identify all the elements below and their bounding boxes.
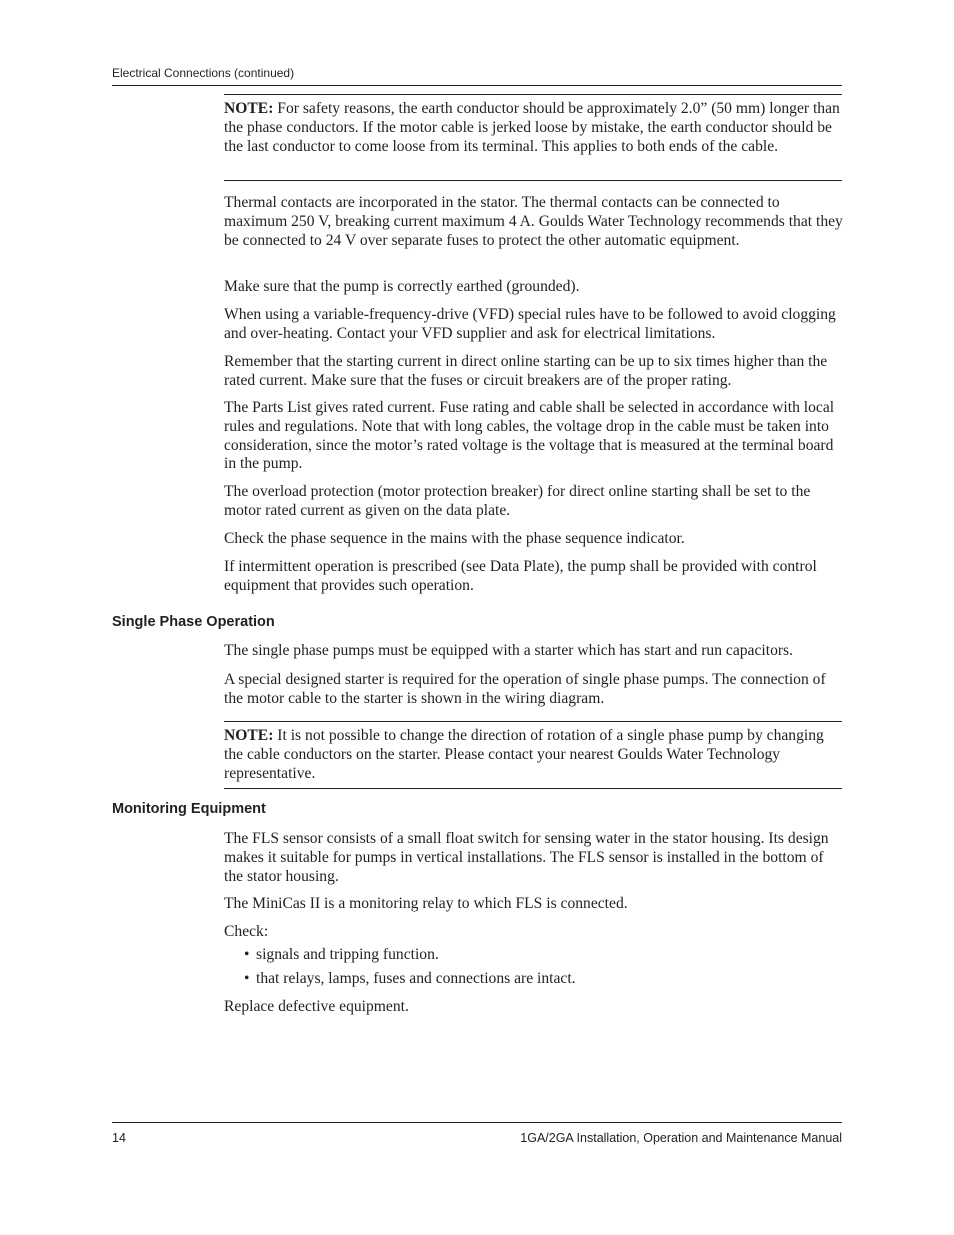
page-number: 14 (112, 1131, 126, 1145)
paragraph: Remember that the starting current in direct online starting can be up to six times higher than the rated current. Make sure that the fuses or circuit breakers are of the proper rating. (224, 353, 828, 389)
paragraph: Check: (224, 923, 269, 940)
note-label: NOTE: (224, 727, 274, 744)
note-text: It is not possible to change the direction of rotation of a single phase pump by changing the cable conductors on the starter. Please contact your nearest Goulds Water Technology representative. (224, 727, 824, 782)
note-bottom-rule (224, 180, 842, 181)
footer-rule (112, 1122, 842, 1123)
paragraph: Replace defective equipment. (224, 998, 409, 1015)
paragraph: A special designed starter is required for the operation of single phase pumps. The connection of the motor cable to the starter is shown in the wiring diagram. (224, 671, 826, 707)
paragraph: The overload protection (motor protection breaker) for direct online starting shall be set to the motor rated current as given on the data plate. (224, 483, 811, 519)
note-single-phase (224, 727, 844, 783)
header-rule (112, 85, 842, 86)
paragraph: The FLS sensor consists of a small float switch for sensing water in the stator housing. Its design makes it suitable for pumps in vertical installations. The FLS sensor is installed in the bottom of the stator housing. (224, 830, 829, 885)
note-top-rule (224, 721, 842, 722)
paragraph: Check the phase sequence in the mains with the phase sequence indicator. (224, 530, 685, 547)
paragraph: The MiniCas II is a monitoring relay to which FLS is connected. (224, 895, 628, 912)
paragraph: The Parts List gives rated current. Fuse rating and cable shall be selected in accordance with local rules and regulations. Note that with long cables, the voltage drop in the cable must be taken into consideration, since the motor’s rated voltage is the voltage that is measured at the terminal board in the pump. (224, 399, 835, 473)
section-heading-single-phase: Single Phase Operation (112, 614, 275, 630)
paragraph: Make sure that the pump is correctly earthed (grounded). (224, 278, 580, 295)
manual-title: 1GA/2GA Installation, Operation and Maintenance Manual (520, 1131, 842, 1145)
list-item-text: signals and tripping function. (256, 946, 439, 963)
note-top-rule (224, 94, 842, 95)
note-safety (224, 100, 844, 156)
bullet-icon: • (244, 946, 250, 963)
paragraph: If intermittent operation is prescribed (see Data Plate), the pump shall be provided with control equipment that provides such operation. (224, 558, 817, 594)
bullet-icon: • (244, 970, 250, 987)
paragraph: Thermal contacts are incorporated in the stator. The thermal contacts can be connected to maximum 250 V, breaking current maximum 4 A. Goulds Water Technology recommends that they be connected to 24 V over separate fuses to protect the other automatic equipment. (224, 194, 843, 249)
note-text: For safety reasons, the earth conductor should be approximately 2.0” (50 mm) longer than the phase conductors. If the motor cable is jerked loose by mistake, the earth conductor should be the last conductor to come loose from its terminal. This applies to both ends of the cable. (224, 100, 840, 155)
paragraph: The single phase pumps must be equipped with a starter which has start and run capacitors. (224, 642, 794, 659)
note-bottom-rule (224, 788, 842, 789)
section-heading-monitoring: Monitoring Equipment (112, 801, 266, 817)
note-label: NOTE: (224, 100, 274, 117)
paragraph: When using a variable-frequency-drive (VFD) special rules have to be followed to avoid clogging and over-heating. Contact your VFD supplier and ask for electrical limitations. (224, 306, 836, 342)
running-head: Electrical Connections (continued) (112, 66, 295, 80)
list-item-text: that relays, lamps, fuses and connections are intact. (256, 970, 576, 987)
